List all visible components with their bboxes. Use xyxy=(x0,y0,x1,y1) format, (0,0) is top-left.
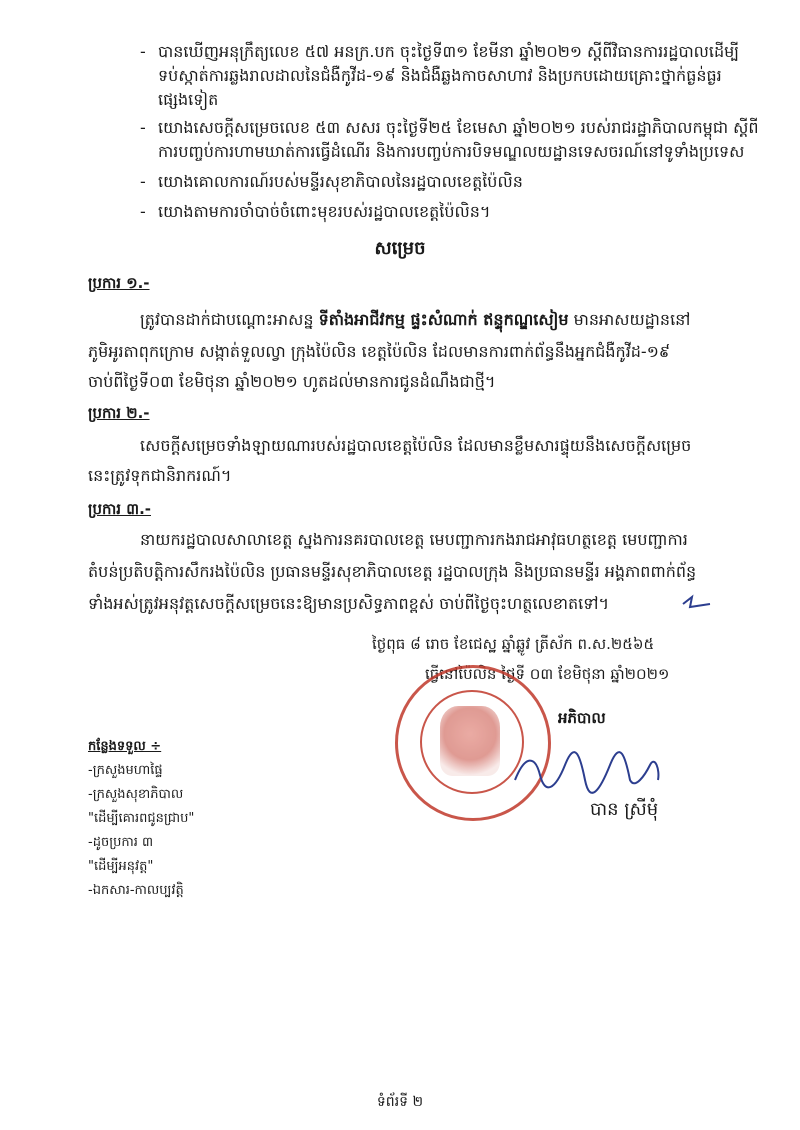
date-lunar: ថ្ងៃពុធ ៨ រោច ខែជេស្ឋ ឆ្នាំឆ្លូវ ត្រីស័ក ព.ស.២៥៦៥ xyxy=(372,635,655,653)
bullet-line: យោងសេចក្តីសម្រេចលេខ ៥៣ សសរ ចុះថ្ងៃទី២៥ ខែមេសា ឆ្នាំ២០២១ របស់រាជរដ្ឋាភិបាលកម្ពុជា ស្តីពី xyxy=(158,118,759,137)
recipient-item: -ឯកសារ-កាលប្បវត្តិ xyxy=(88,883,184,898)
recipients-heading: កន្លែងទទួល ÷ xyxy=(88,739,162,754)
bullet-dash: - xyxy=(140,42,146,61)
bullet-dash: - xyxy=(140,118,146,137)
business-name: ទីតាំងអាជីវកម្ម ផ្ទះសំណាក់ ឥន្ទុកណ្ឌសៀម xyxy=(318,310,569,329)
date-solar: ធ្វើនៅប៉ៃលិន ថ្ងៃទី ០៣ ខែមិថុនា ឆ្នាំ២០២១ xyxy=(425,665,670,683)
bullet-dash: - xyxy=(140,172,146,191)
article-text: ត្រូវបានដាក់ជាបណ្តោះអាសន្ន xyxy=(140,310,319,329)
article-line xyxy=(140,310,690,330)
decision-heading: សម្រេច xyxy=(374,238,426,259)
article-line: ចាប់ពីថ្ងៃទី០៣ ខែមិថុនា ឆ្នាំ២០២១ ហូតដល់មានការជូនដំណឹងជាថ្មី។ xyxy=(88,372,496,391)
article-line: ទាំងអស់ត្រូវអនុវត្តសេចក្តីសម្រេចនេះឱ្យមានប្រសិទ្ធភាពខ្ពស់ ចាប់ពីថ្ងៃចុះហត្ថលេខាតទៅ។ xyxy=(88,594,610,613)
article-label: ប្រការ ១.- xyxy=(88,274,150,292)
bullet-dash: - xyxy=(140,202,146,221)
bullet-line: បានឃើញអនុក្រឹត្យលេខ ៥៧ អនក្រ.បក ចុះថ្ងៃទី៣១ ខែមីនា ឆ្នាំ២០២១ ស្តីពីវិធានការរដ្ឋបាលដើម្បី xyxy=(158,42,740,61)
bullet-line: យោងគោលការណ៍របស់មន្ទីរសុខាភិបាលនៃរដ្ឋបាលខេត្តប៉ៃលិន xyxy=(158,172,523,191)
signer-name: បាន ស្រីមុំ xyxy=(590,799,659,820)
recipient-item: "ដើម្បីអនុវត្ត" xyxy=(88,859,154,874)
bullet-line: ផ្សេងទៀត xyxy=(158,90,219,109)
bullet-line: ទប់ស្កាត់ការឆ្លងរាលដាលនៃជំងឺកូវីដ-១៩ និងជំងឺឆ្លងកាចសាហាវ និងប្រកបដោយគ្រោះថ្នាក់ធ្ងន់ធ្ងរ xyxy=(158,66,722,85)
article-label: ប្រការ ៣.- xyxy=(88,500,151,518)
handwritten-signature xyxy=(510,735,680,805)
article-line: សេចក្តីសម្រេចទាំងឡាយណារបស់រដ្ឋបាលខេត្តប៉ៃលិន ដែលមានខ្លឹមសារផ្ទុយនឹងសេចក្តីសម្រេច xyxy=(140,436,692,455)
initials-mark xyxy=(680,592,720,612)
article-label: ប្រការ ២.- xyxy=(88,404,150,422)
bullet-line: ការបញ្ចប់ការហាមឃាត់ការធ្វើដំណើរ និងការបញ្ចប់ការបិទមណ្ឌលយដ្ឋានទេសចរណ៍នៅទូទាំងប្រទេស xyxy=(158,142,745,161)
article-text: មានអាសយដ្ឋាននៅ xyxy=(568,310,691,329)
signer-title: អភិបាល xyxy=(558,709,606,727)
article-line: ភូមិអូរតាពុកក្រោម សង្កាត់ទួលល្វា ក្រុងប៉ៃលិន ខេត្តប៉ៃលិន ដែលមានការពាក់ព័ន្ធនឹងអ្នកជំងឺកូវីដ-១៩ xyxy=(88,342,671,361)
recipient-item: -ក្រសួងសុខាភិបាល xyxy=(88,787,184,802)
article-line: នេះត្រូវទុកជានិរាករណ៍។ xyxy=(88,466,232,485)
recipient-item: "ដើម្បីគោរពជូនជ្រាប" xyxy=(88,811,195,826)
article-line: តំបន់ប្រតិបត្តិការសឹករងប៉ៃលិន ប្រធានមន្ទីរសុខាភិបាលខេត្ត រដ្ឋបាលក្រុង និងប្រធានមន្ទីរ អង្គភាពពាក់ព័ន្ធ xyxy=(88,562,697,581)
article-line: នាយករដ្ឋបាលសាលាខេត្ត ស្នងការនគរបាលខេត្ត មេបញ្ជាការកងរាជអាវុធហត្ថខេត្ត មេបញ្ជាការ xyxy=(140,530,688,549)
page-number: ទំព័រទី ២ xyxy=(376,1094,424,1110)
seal-emblem xyxy=(440,706,500,776)
recipient-item: -ក្រសួងមហាផ្ទៃ xyxy=(88,763,163,778)
recipient-item: -ដូចប្រការ ៣ xyxy=(88,835,154,850)
bullet-line: យោងតាមការចាំបាច់ចំពោះមុខរបស់រដ្ឋបាលខេត្តប៉ៃលិន។ xyxy=(158,202,491,221)
